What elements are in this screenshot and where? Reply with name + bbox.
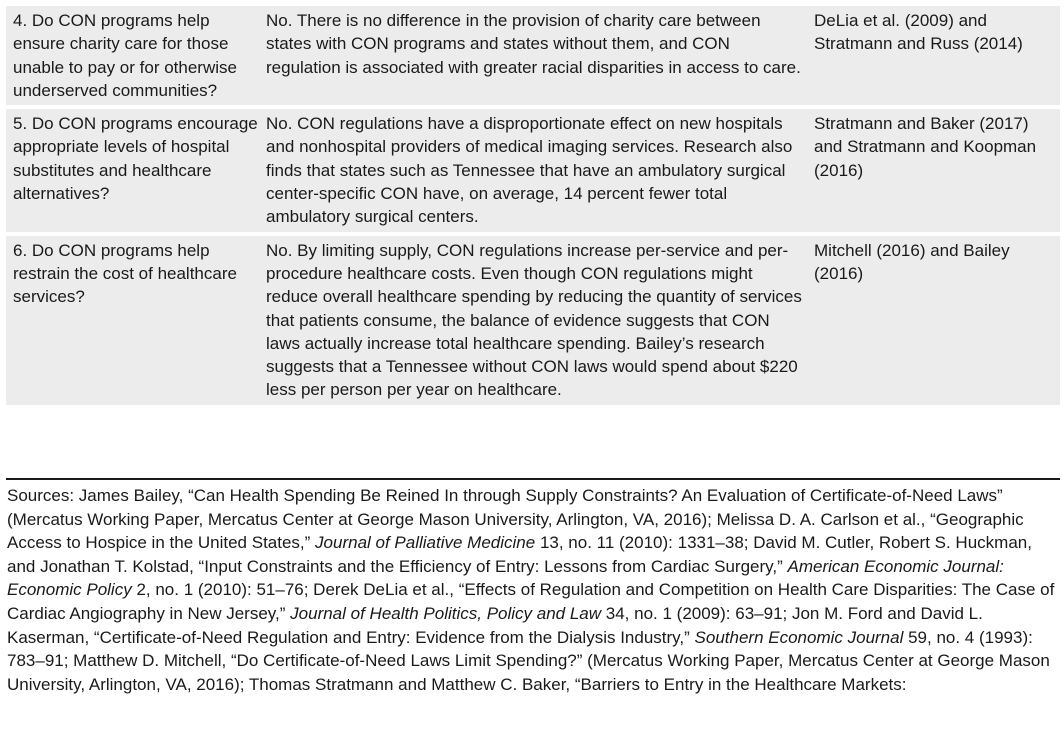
sources-note bbox=[7, 484, 1057, 696]
studies-cell: Stratmann and Baker (2017) and Stratmann and Koopman (2016) bbox=[814, 114, 1037, 180]
sources-text: Sources: James Bailey, “Can Health Spending Be Reined In through Supply Constraints? An Evaluation of Certificate-of-Need Laws” (Mercatus Working Paper, Mercatus Center at George Mason University, Arlington, VA, 2016); Melissa D. A. Carlson et al., “Geographic Access to Hospice in the United States,” bbox=[7, 486, 1024, 553]
table-row bbox=[6, 109, 1060, 235]
question-cell: 4. Do CON programs help ensure charity care for those unable to pay or for otherwise underserved communities? bbox=[13, 11, 237, 100]
journal-title: Journal of Palliative Medicine bbox=[315, 533, 536, 553]
table-row bbox=[6, 6, 1060, 109]
sources-text: 59, no. 4 (1993): 783–91; Matthew D. Mitchell, “Do Certificate-of-Need Laws Limit Spending?” (Mercatus Working Paper, Mercatus Center at George Mason University, Arlington, VA, 2016); Thomas Stratmann and Matthew C. Baker, “Barriers to Entry in the Healthcare Markets: bbox=[7, 627, 1050, 694]
question-cell: 5. Do CON programs encourage appropriate levels of hospital substitutes and healthcare alternatives? bbox=[13, 114, 258, 204]
finding-cell: No. By limiting supply, CON regulations increase per-service and per-procedure healthcare costs. Even though CON regulations might reduce overall healthcare spending by reducing the quantity of services that patients consume, the balance of evidence suggests that CON laws actually increase total healthcare spending. Bailey’s research suggests that a Tennessee without CON laws would spend about $220 less per person per year on healthcare. bbox=[266, 240, 802, 400]
findings-table bbox=[6, 6, 1060, 409]
question-cell: 6. Do CON programs help restrain the cost of healthcare services? bbox=[13, 240, 237, 307]
studies-cell: Mitchell (2016) and Bailey (2016) bbox=[814, 240, 1010, 283]
studies-cell: DeLia et al. (2009) and Stratmann and Russ (2014) bbox=[814, 11, 1023, 54]
sources-text: 34, no. 1 (2009): 63–91; Jon M. Ford and David L. Kaserman, “Certificate-of-Need Regulation and Entry: Evidence from the Dialysis Industry,” bbox=[7, 603, 983, 647]
sources-text: 2, no. 1 (2010): 51–76; Derek DeLia et al., “Effects of Regulation and Competition on Health Care Disparities: The Case of Cardiac Angiography in New Jersey,” bbox=[7, 580, 1055, 623]
table-bottom-rule bbox=[6, 478, 1060, 480]
table-row bbox=[6, 236, 1060, 409]
journal-title: Journal of Health Politics, Policy and Law bbox=[290, 603, 602, 623]
journal-title: American Economic Journal: Economic Policy bbox=[7, 556, 1004, 600]
journal-title: Southern Economic Journal bbox=[694, 627, 904, 647]
sources-text: 13, no. 11 (2010): 1331–38; David M. Cutler, Robert S. Huckman, and Jonathan T. Kolstad, “Input Constraints and the Efficiency of Entry: Lessons from Cardiac Surgery,” bbox=[7, 533, 1032, 576]
finding-cell: No. There is no difference in the provision of charity care between states with CON programs and states without them, and CON regulation is associated with greater racial disparities in access to care. bbox=[266, 11, 801, 77]
finding-cell: No. CON regulations have a disproportionate effect on new hospitals and nonhospital providers of medical imaging services. Research also finds that states such as Tennessee that have an ambulatory surgical center-specific CON have, on average, 14 percent fewer total ambulatory surgical centers. bbox=[266, 114, 793, 227]
